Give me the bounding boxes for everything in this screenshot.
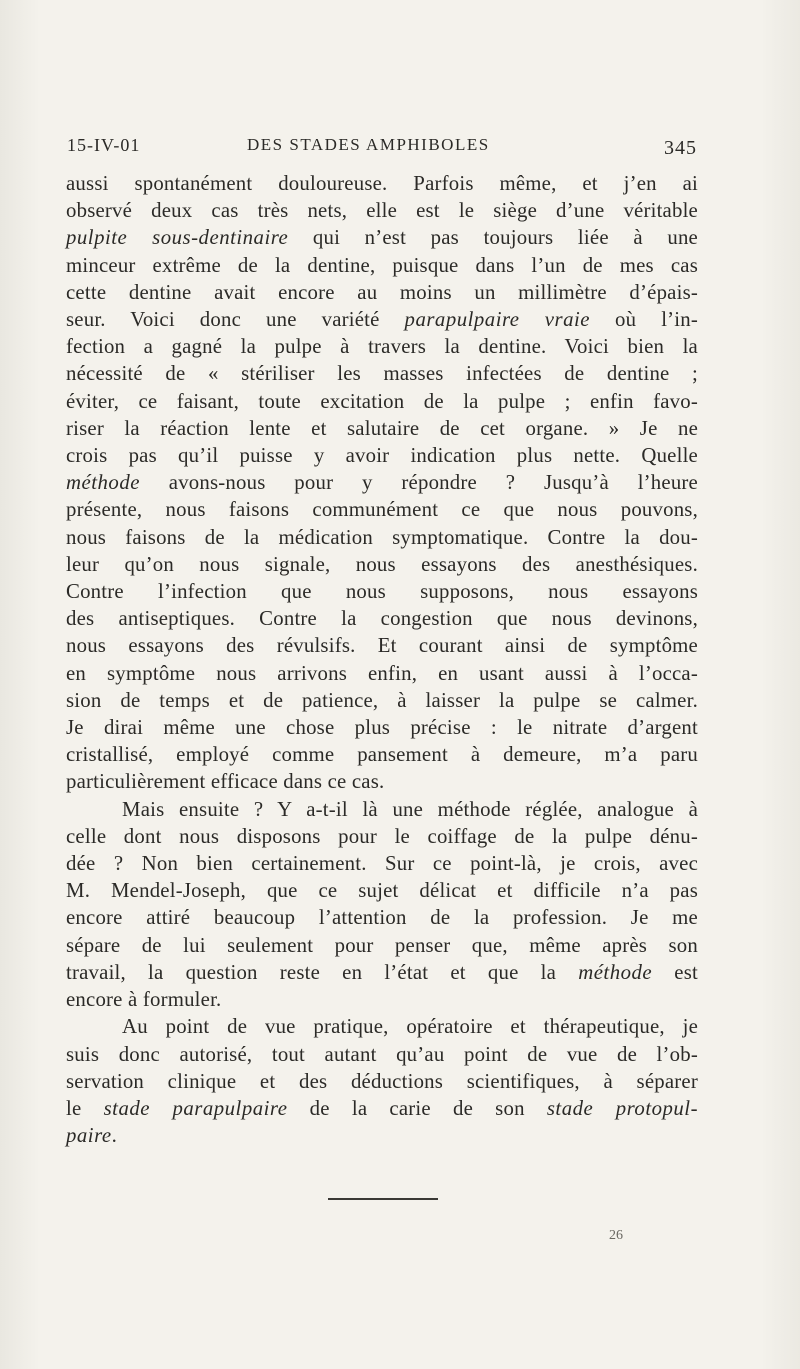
running-header <box>67 133 697 163</box>
header-title: DES STADES AMPHIBOLES <box>247 135 490 154</box>
text-line: Contre l’infection que nous supposons, nous essayons <box>66 580 698 604</box>
page-number: 345 <box>664 137 697 159</box>
text-line: en symptôme nous arrivons enfin, en usant aussi à l’occa- <box>66 661 698 685</box>
italic-term: méthode <box>66 471 140 495</box>
italic-term: pulpite sous-dentinaire <box>66 226 289 250</box>
italic-term: stade protopul- <box>546 1096 699 1120</box>
text-line: nous essayons des révulsifs. Et courant ainsi de symptôme <box>66 634 698 658</box>
text-line: M. Mendel-Joseph, que ce sujet délicat et difficile n’a pas <box>66 879 698 903</box>
paragraph-start-line: Mais ensuite ? Y a-t-il là une méthode réglée, analogue à <box>122 797 698 821</box>
text-line: encore attiré beaucoup l’attention de la profession. Je me <box>66 906 698 930</box>
text-line: le stade parapulpaire de la carie de son stade protopul- <box>66 1096 699 1120</box>
text-line: des antiseptiques. Contre la congestion que nous devinons, <box>66 607 698 631</box>
italic-term: parapulpaire vraie <box>404 308 591 332</box>
text-line: particulièrement efficace dans ce cas. <box>66 770 385 794</box>
text-line: aussi spontanément douloureuse. Parfois même, et j’en ai <box>66 172 698 195</box>
text-line: leur qu’on nous signale, nous essayons des anesthésiques. <box>66 552 698 576</box>
italic-term: méthode <box>578 960 653 984</box>
text-line: Je dirai même une chose plus précise : le nitrate d’argent <box>66 716 698 740</box>
paragraph-start-line: Au point de vue pratique, opératoire et thérapeutique, je <box>122 1015 698 1039</box>
text-line: dée ? Non bien certainement. Sur ce point-là, je crois, avec <box>66 852 698 876</box>
signature-mark: 26 <box>609 1228 623 1243</box>
header-date: 15-IV-01 <box>67 135 141 155</box>
text-line: sion de temps et de patience, à laisser la pulpe se calmer. <box>66 688 698 712</box>
text-line: encore à formuler. <box>66 988 222 1012</box>
text-line: servation clinique et des déductions scientifiques, à séparer <box>66 1069 698 1093</box>
text-line: riser la réaction lente et salutaire de cet organe. » Je ne <box>66 416 698 440</box>
text-line: paire. <box>66 1124 118 1148</box>
text-line: crois pas qu’il puisse y avoir indication plus nette. Quelle <box>66 444 698 468</box>
text-line: pulpite sous-dentinaire qui n’est pas toujours liée à une <box>66 226 698 250</box>
text-line: fection a gagné la pulpe à travers la dentine. Voici bien la <box>66 335 698 359</box>
text-line: observé deux cas très nets, elle est le siège d’une véritable <box>66 199 698 223</box>
text-line: méthode avons-nous pour y répondre ? Jusqu’à l’heure <box>66 471 698 495</box>
section-end-rule <box>328 1198 438 1200</box>
text-line: seur. Voici donc une variété parapulpaire vraie où l’in- <box>66 308 698 332</box>
text-line: minceur extrême de la dentine, puisque dans l’un de mes cas <box>66 253 698 277</box>
text-line: présente, nous faisons communément ce que nous pouvons, <box>66 498 698 522</box>
text-line: éviter, ce faisant, toute excitation de la pulpe ; enfin favo- <box>66 389 698 413</box>
body-text <box>66 170 698 1149</box>
text-line: cette dentine avait encore au moins un millimètre d’épais- <box>66 280 698 304</box>
italic-term: paire <box>66 1124 112 1148</box>
text-line: sépare de lui seulement pour penser que, même après son <box>66 933 698 957</box>
text-line: suis donc autorisé, tout autant qu’au point de vue de l’ob- <box>66 1042 698 1066</box>
italic-term: stade parapulpaire <box>103 1096 288 1120</box>
text-line: cristallisé, employé comme pansement à demeure, m’a paru <box>66 743 698 767</box>
text-line: celle dont nous disposons pour le coiffage de la pulpe dénu- <box>66 824 698 848</box>
text-line: nous faisons de la médication symptomatique. Contre la dou- <box>66 525 698 549</box>
text-line: travail, la question reste en l’état et que la méthode est <box>66 960 698 984</box>
text-line: nécessité de « stériliser les masses infectées de dentine ; <box>66 362 698 386</box>
